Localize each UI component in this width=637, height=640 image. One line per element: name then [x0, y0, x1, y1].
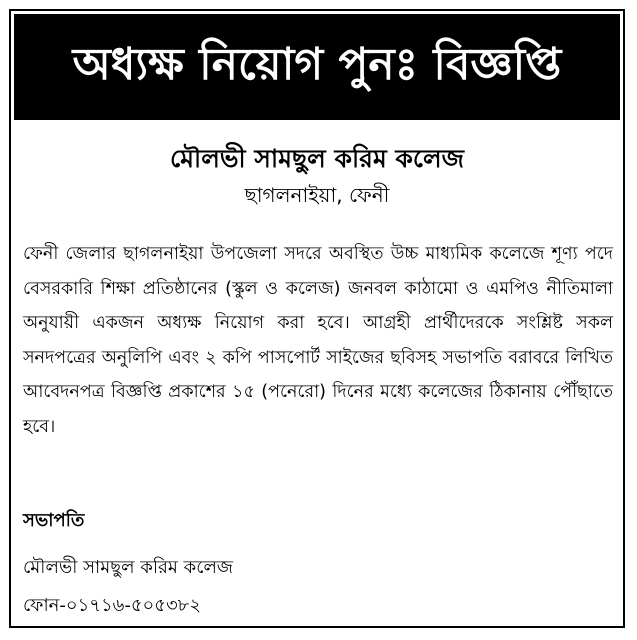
notice-body: ফেনী জেলার ছাগলনাইয়া উপজেলা সদরে অবস্থিত উচ্চ মাধ্যমিক কলেজে শূণ্য পদে বেসরকারি শিক্ষা প্রতিষ্ঠানের (স্কুল ও কলেজ) জনবল কাঠামো ও এমপিও নীতিমালা অনুযায়ী একজন অধ্যক্ষ নিয়োগ করা হবে। আগ্রহী প্রার্থীদেরকে সংশ্লিষ্ট সকল সনদপত্রের অনুলিপি এবং ২ কপি পাসপোর্ট সাইজের ছবিসহ সভাপতি বরাবরে লিখিত আবেদনপত্র বিজ্ঞপ্তি প্রকাশের ১৫ (পনেরো) দিনের মধ্যে কলেজের ঠিকানায় পৌঁছাতে হবে।	[23, 244, 613, 437]
notice-frame	[9, 9, 625, 628]
signature-title: সভাপতি	[23, 510, 85, 531]
contact-phone: ফোন-০১৭১৬-৫০৫৩৮২	[23, 595, 202, 616]
headline-banner	[14, 14, 620, 120]
institution-location: ছাগলনাইয়া, ফেনী	[244, 183, 390, 207]
signature-block	[23, 509, 613, 625]
notice-headline: অধ্যক্ষ নিয়োগ পুনঃ বিজ্ঞপ্তি	[72, 38, 562, 90]
institution-name: মৌলভী সামছুল করিম কলেজ	[170, 144, 464, 173]
signature-organization: মৌলভী সামছুল করিম কলেজ	[23, 557, 233, 578]
